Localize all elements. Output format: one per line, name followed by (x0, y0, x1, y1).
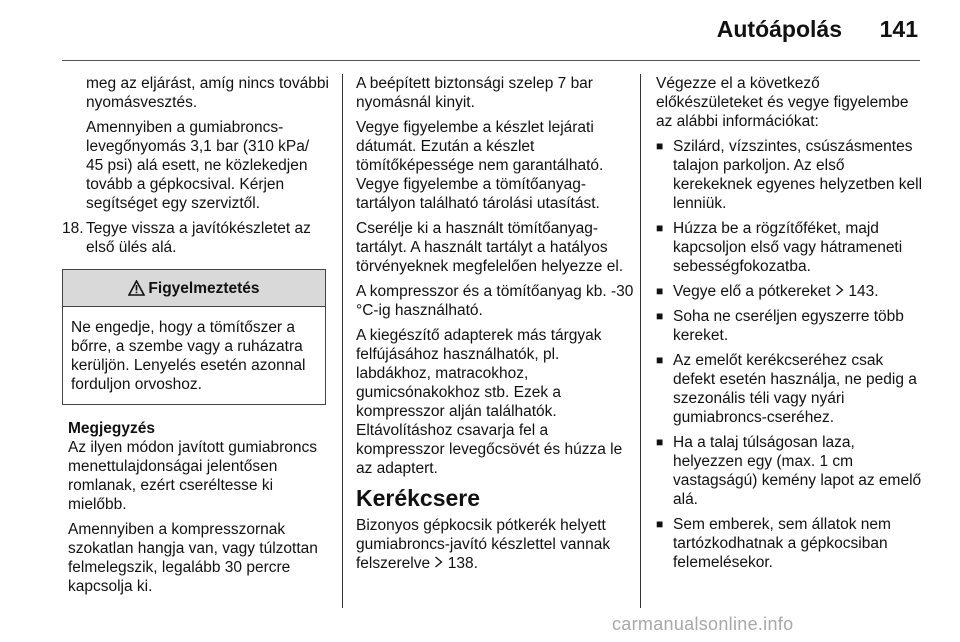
continued-paragraph: meg az eljárást, amíg nincs további nyomásvesztés. (86, 75, 329, 111)
temperature-paragraph: A kompresszor és a tömítőanyag kb. -30 °C-ig használható. (356, 283, 634, 319)
square-bullet-icon: ■ (656, 221, 664, 235)
column-middle (356, 74, 634, 579)
square-bullet-icon: ■ (656, 309, 664, 323)
warning-triangle-icon (128, 280, 145, 296)
pressure-paragraph: Amennyiben a gumiabroncs-levegőnyomás 3,1 bar (310 kPa/ 45 psi) alá esett, ne közlekedjen tovább a gépkocsival. Kérjen segítséget egy szerviztől. (86, 119, 310, 212)
bullet-text-content: Soha ne cseréljen egyszerre több kereket. (673, 308, 904, 344)
section-heading: Kerékcsere (356, 485, 481, 511)
page-number: 141 (879, 16, 918, 42)
wheel-change-paragraph (356, 516, 634, 573)
intro-paragraph: Végezze el a következő előkészületeket és vegye figyelembe az alábbi információkat: (656, 75, 909, 130)
replace-paragraph: Cserélje ki a használt tömítőanyag-tartályt. A használt tartályt a hatályos törvényeknek megfelelően helyezze el. (356, 220, 624, 275)
bullet-item (656, 307, 926, 345)
warning-header (63, 270, 325, 307)
square-bullet-icon: ■ (656, 139, 664, 153)
column-divider (640, 74, 641, 608)
warning-title: Figyelmeztetés (148, 279, 260, 297)
column-right (656, 74, 926, 578)
page-header (0, 0, 960, 62)
note-text: Az ilyen módon javított gumiabroncs menettulajdonságai jelentősen romlanak, ezért cseréltesse ki mielőbb. (68, 439, 317, 513)
bullet-text-content: Vegye elő a pótkereket (673, 283, 831, 300)
compressor-paragraph: Amennyiben a kompresszornak szokatlan hangja van, vagy túlzottan felmelegszik, legalább 30 percre kapcsolja ki. (68, 521, 318, 595)
step-number: 18. (62, 220, 84, 237)
section-title: Autóápolás (716, 16, 842, 42)
page-reference-link[interactable]: 143. (848, 283, 879, 300)
step-text: Tegye vissza a javítókészletet az első ülés alá. (86, 220, 311, 256)
bullet-text (673, 307, 926, 345)
bullet-item (656, 433, 926, 509)
bullet-text (673, 351, 926, 427)
square-bullet-icon: ■ (656, 284, 664, 298)
page-reference-arrow-icon (434, 555, 443, 572)
bullet-text-content: Az emelőt kerékcseréhez csak defekt esetén használja, ne pedig a szezonális téli vagy nyári gumiabroncs-cseréhez. (673, 352, 917, 426)
bullet-item (656, 351, 926, 427)
watermark: carmanualsonline.info (612, 614, 794, 634)
bullet-text-content: Húzza be a rögzítőféket, majd kapcsoljon első vagy hátrameneti sebességfokozatba. (673, 220, 903, 275)
bullet-text (673, 219, 926, 276)
page-reference-arrow-icon (835, 283, 844, 300)
square-bullet-icon: ■ (656, 435, 664, 449)
bullet-item (656, 515, 926, 572)
square-bullet-icon: ■ (656, 517, 664, 531)
bullet-text-content: Sem emberek, sem állatok nem tartózkodhatnak a gépkocsiban felemelésekor. (673, 516, 891, 571)
bullet-item (656, 137, 926, 213)
header-divider (62, 60, 920, 61)
step-item (62, 219, 330, 257)
square-bullet-icon: ■ (656, 353, 664, 367)
valve-paragraph: A beépített biztonsági szelep 7 bar nyomásnál kinyit. (356, 75, 593, 111)
bullet-text (673, 137, 926, 213)
wheel-change-text: Bizonyos gépkocsik pótkerék helyett gumiabroncs-javító készlettel vannak felszerelve (356, 517, 611, 572)
bullet-text-content: Szilárd, vízszintes, csúszásmentes talajon parkoljon. Az első kerekeknek egyenes helyzetben kell lenniük. (673, 138, 923, 212)
bullet-text (673, 282, 879, 301)
page-reference-link[interactable]: 138. (447, 555, 478, 572)
bullet-text (673, 515, 926, 572)
expiry-paragraph: Vegye figyelembe a készlet lejárati dátumát. Ezután a készlet tömítőképessége nem garantálható. Vegye figyelembe a tömítőanyag-tartályon található tárolási utasítást. (356, 119, 604, 212)
warning-body: Ne engedje, hogy a tömítőszer a bőrre, a szembe vagy a ruházatra kerüljön. Lenyelés esetén azonnal forduljon orvoshoz. (71, 319, 306, 393)
bullet-item (656, 219, 926, 276)
bullet-text (673, 433, 926, 509)
bullet-text-content: Ha a talaj túlságosan laza, helyezzen egy (max. 1 cm vastagságú) kemény lapot az emelő alá. (673, 434, 922, 508)
note-title: Megjegyzés (68, 420, 156, 437)
bullet-list (656, 137, 926, 572)
warning-box (62, 269, 326, 405)
bullet-item (656, 282, 926, 301)
column-left (62, 74, 330, 602)
column-divider (342, 74, 343, 608)
adapter-paragraph: A kiegészítő adapterek más tárgyak felfújásához használhatók, pl. labdákhoz, matracokhoz, gumicsónakokhoz stb. Ezek a kompresszor alján találhatók. Eltávolításhoz csavarja fel a kompresszor levegőcsövét és húzza le az adaptert. (356, 327, 623, 477)
